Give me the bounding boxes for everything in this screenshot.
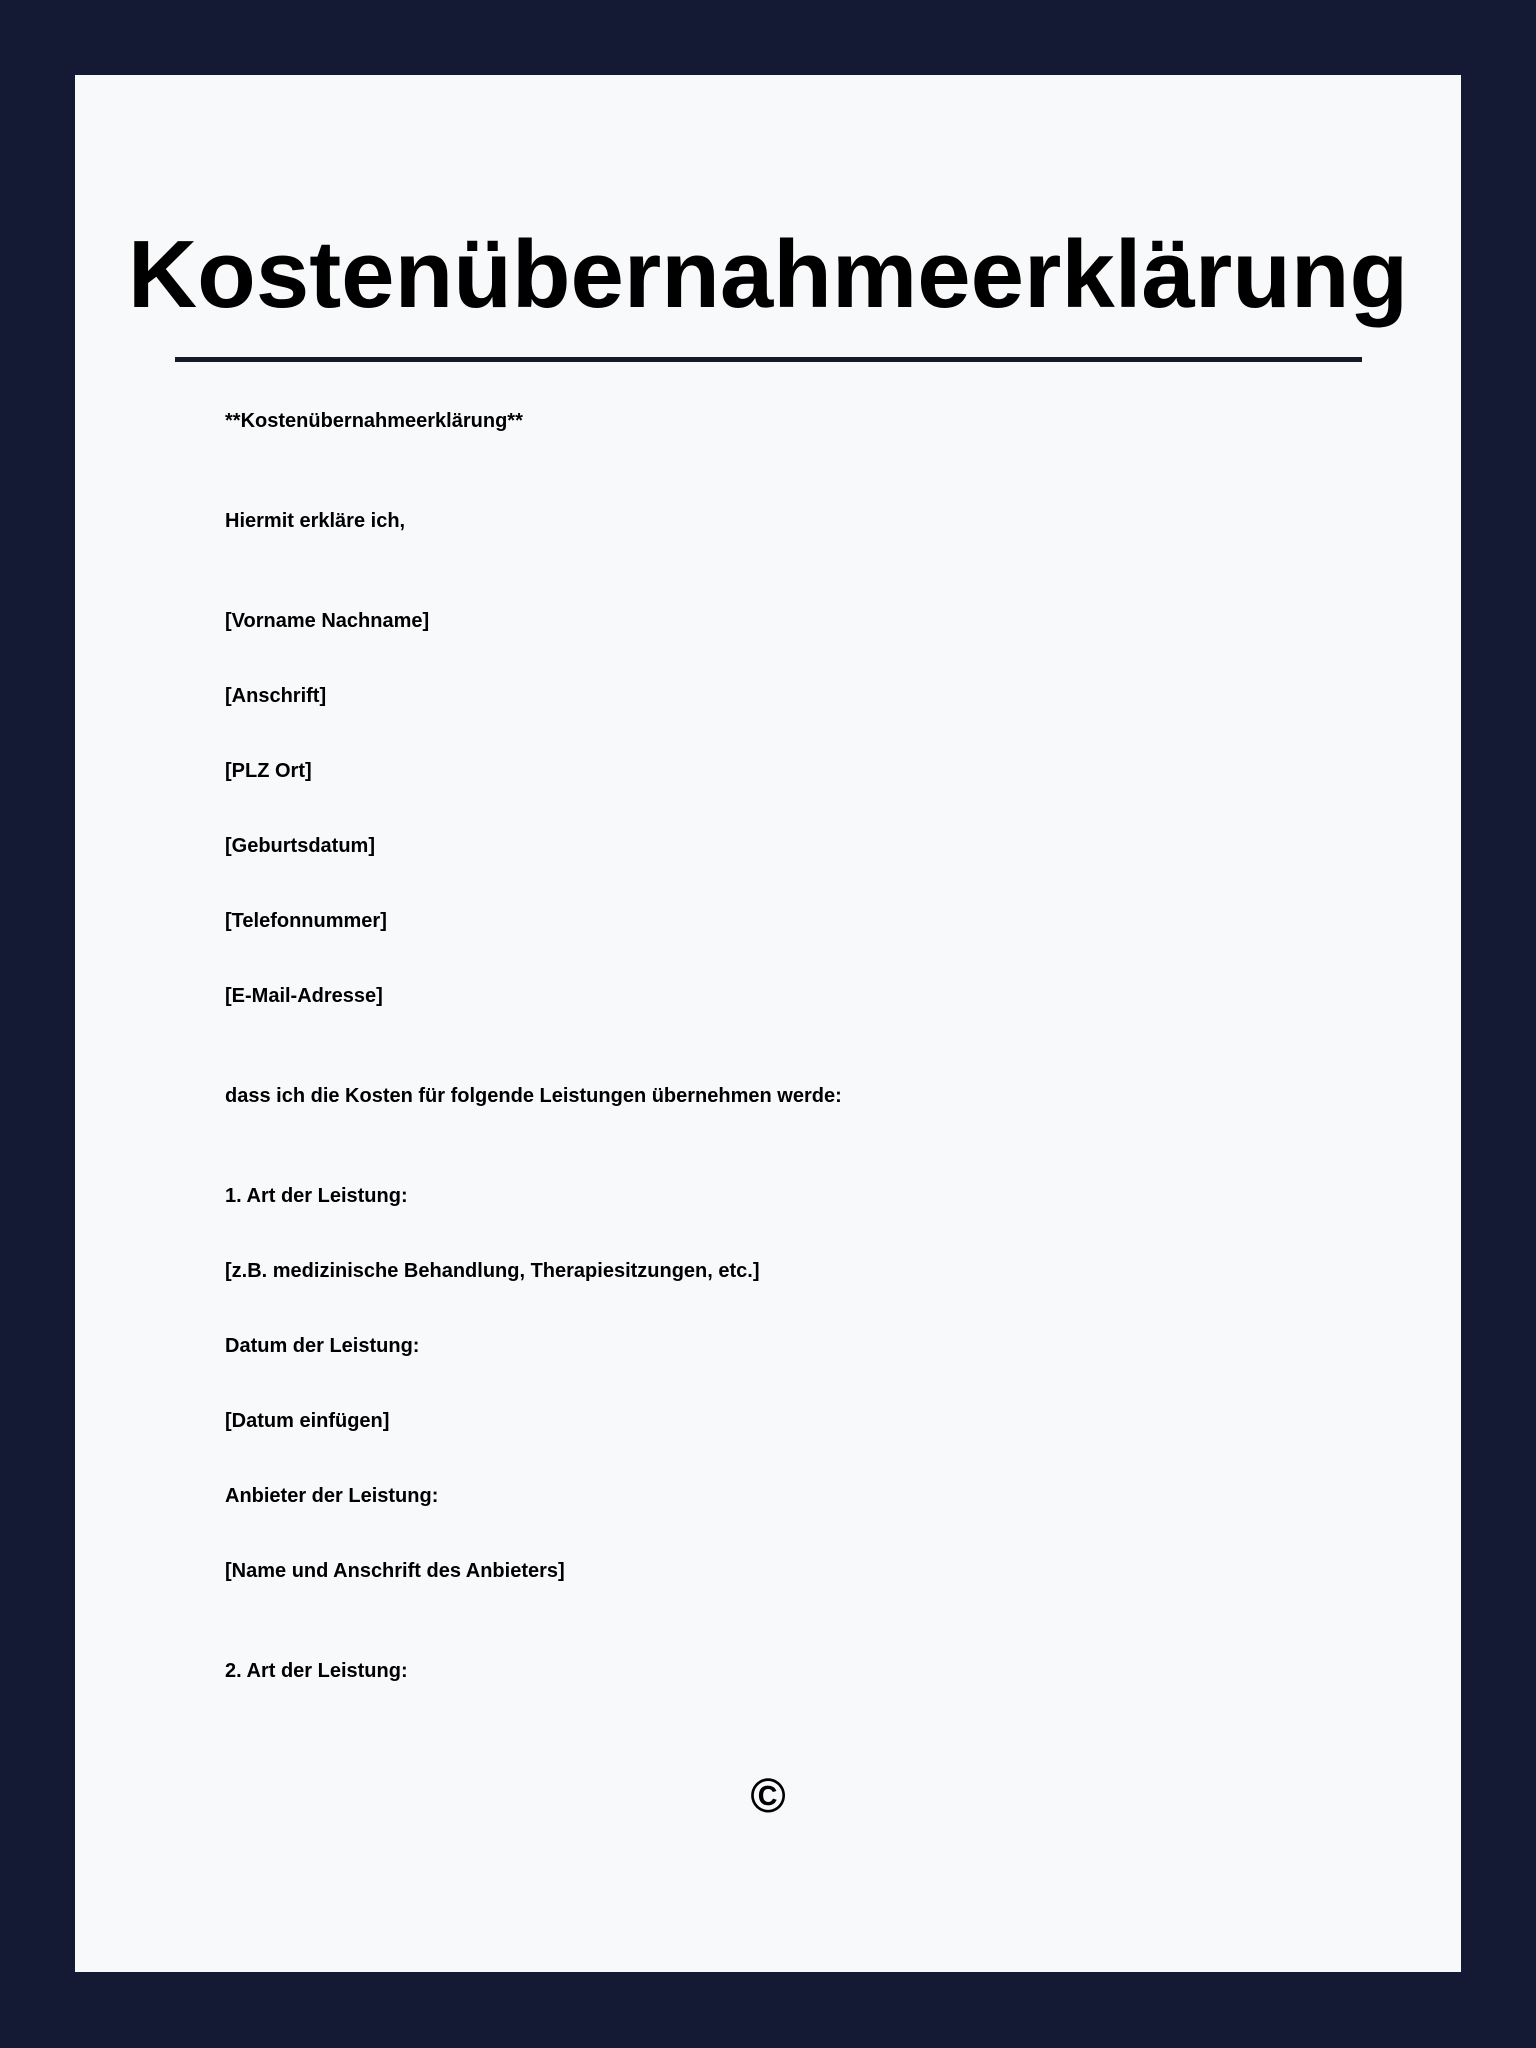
cost-statement: dass ich die Kosten für folgende Leistungen übernehmen werde: [225, 1085, 842, 1107]
postal-city-placeholder: [PLZ Ort] [225, 760, 312, 782]
phone-placeholder: [Telefonnummer] [225, 910, 387, 932]
copyright-symbol: © [750, 1770, 786, 1823]
document-page [75, 75, 1461, 1972]
service-1-type-placeholder: [z.B. medizinische Behandlung, Therapiesitzungen, etc.] [225, 1260, 760, 1282]
name-placeholder: [Vorname Nachname] [225, 610, 430, 632]
service-1-type-label: 1. Art der Leistung: [225, 1185, 408, 1207]
birthdate-placeholder: [Geburtsdatum] [225, 835, 375, 857]
declaration-intro: Hiermit erkläre ich, [225, 510, 406, 532]
document-title: Kostenübernahmeerklärung [127, 221, 1409, 328]
email-placeholder: [E-Mail-Adresse] [225, 985, 383, 1007]
service-1-date-placeholder: [Datum einfügen] [225, 1410, 390, 1432]
service-2-type-label: 2. Art der Leistung: [225, 1660, 408, 1682]
title-divider [175, 357, 1362, 362]
address-placeholder: [Anschrift] [225, 685, 327, 707]
service-1-date-label: Datum der Leistung: [225, 1335, 420, 1357]
bold-heading-line: **Kostenübernahmeerklärung** [225, 410, 523, 432]
service-1-provider-label: Anbieter der Leistung: [225, 1485, 439, 1507]
service-1-provider-placeholder: [Name und Anschrift des Anbieters] [225, 1560, 565, 1582]
